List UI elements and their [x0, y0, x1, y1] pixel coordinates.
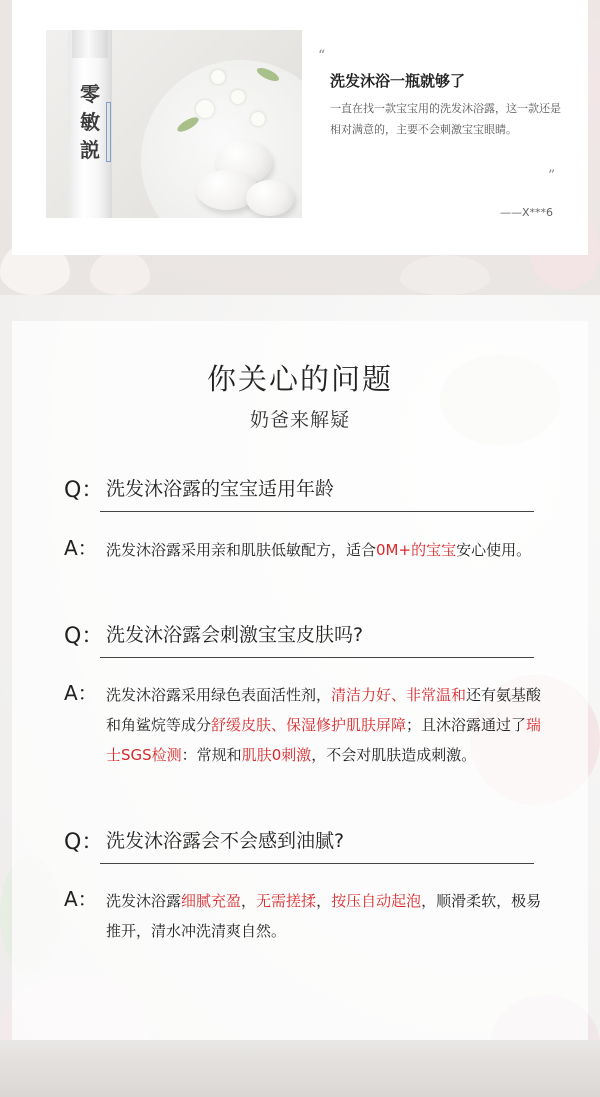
faq-subtitle: 奶爸来解疑 — [249, 409, 350, 431]
bottle-brand-char: 零 — [80, 82, 100, 106]
bottle-label-strip — [106, 102, 111, 162]
petal-decoration — [400, 255, 490, 295]
answer-segment: ；且沐浴露通过了 — [406, 716, 527, 734]
reviewer-name: ——X***6 — [500, 206, 554, 219]
answer-highlight: 舒缓皮肤、保湿修护肌肤屏障 — [211, 716, 407, 734]
answer-label: A： — [64, 887, 98, 911]
answer-highlight: 肌肤0刺激 — [241, 746, 312, 764]
question-label: Q： — [64, 830, 104, 855]
answer-highlight: 无需搓揉 — [256, 892, 317, 910]
quote-open-mark: “ — [318, 48, 326, 64]
answer-text — [106, 680, 544, 770]
faq-title: 你关心的问题 — [206, 362, 393, 396]
answer-segment: ， — [241, 892, 257, 910]
answer-highlight: 细腻充盈 — [181, 892, 242, 910]
question-text: 洗发沐浴露会刺激宝宝皮肤吗? — [106, 624, 364, 646]
flower-image — [211, 70, 225, 84]
answer-segment: ，顺滑柔软，极易推开，清水冲洗清爽自然。 — [106, 892, 542, 940]
answer-segment: ， — [316, 892, 332, 910]
review-body: 一直在找一款宝宝用的洗发沐浴露，这一款还是相对满意的，主要不会刺激宝宝眼睛。 — [330, 102, 561, 136]
petal-decoration — [90, 250, 150, 295]
bottle-cap — [72, 30, 108, 58]
answer-segment: ，不会对肌肤造成刺激。 — [311, 746, 477, 764]
quote-close-mark: ” — [548, 168, 556, 184]
flower-image — [196, 100, 214, 118]
question-underline — [100, 657, 534, 658]
stone-image — [246, 180, 294, 216]
question-text: 洗发沐浴露会不会感到油腻? — [106, 830, 345, 852]
question-text: 洗发沐浴露的宝宝适用年龄 — [106, 478, 335, 500]
answer-segment: 还有氨基酸和角鲨烷等成分 — [106, 686, 542, 734]
bottle-brand-logo — [74, 80, 106, 164]
bottom-decoration — [0, 1040, 600, 1097]
answer-segment: 洗发沐浴露采用绿色表面活性剂， — [106, 686, 332, 704]
review-title: 洗发沐浴一瓶就够了 — [330, 72, 466, 90]
answer-highlight: 清洁力好、非常温和 — [331, 686, 467, 704]
answer-text — [106, 886, 544, 946]
question-label: Q： — [64, 478, 104, 503]
answer-segment: 洗发沐浴露 — [106, 892, 182, 910]
flower-image — [231, 90, 245, 104]
review-card — [12, 0, 588, 255]
answer-segment: ：常规和 — [181, 746, 242, 764]
answer-segment: 安心使用。 — [456, 541, 532, 559]
answer-highlight: 按压自动起泡 — [331, 892, 422, 910]
product-photo — [46, 30, 302, 218]
question-label: Q： — [64, 624, 104, 649]
question-underline — [100, 511, 534, 512]
answer-text — [106, 535, 544, 565]
question-underline — [100, 863, 534, 864]
answer-highlight: 0M+的宝宝 — [376, 541, 457, 559]
answer-label: A： — [64, 536, 98, 560]
answer-segment: 洗发沐浴露采用亲和肌肤低敏配方，适合 — [106, 541, 377, 559]
answer-label: A： — [64, 681, 98, 705]
answer-highlight: 瑞士SGS检测 — [106, 716, 542, 764]
bottle-brand-char: 敏 — [80, 110, 100, 134]
bottle-brand-char: 説 — [80, 138, 100, 162]
flower-image — [251, 112, 265, 126]
